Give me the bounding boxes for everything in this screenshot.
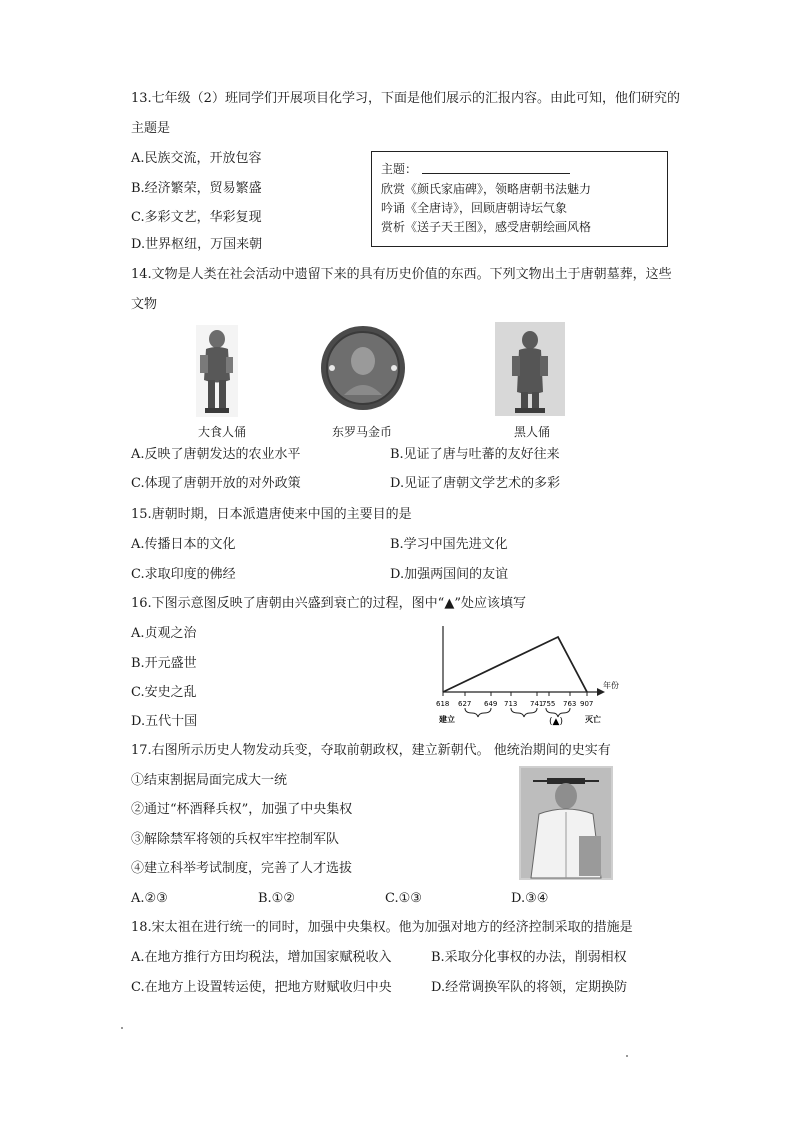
q17-item-2: ②通过“杯酒释兵权”，加强了中央集权 <box>131 802 353 817</box>
report-line-3: 赏析《送子天王图》，感受唐朝绘画风格 <box>381 220 592 234</box>
q18-option-d[interactable]: D.经常调换军队的将领，定期换防 <box>431 980 628 995</box>
tang-rise-fall-chart <box>425 620 630 732</box>
scan-speck <box>121 1027 123 1029</box>
q14-option-a[interactable]: A.反映了唐朝发达的农业水平 <box>131 447 301 462</box>
end-label: 灭亡 <box>585 715 601 724</box>
q17-option-a[interactable]: A.②③ <box>131 891 168 906</box>
q15-option-d[interactable]: D.加强两国间的友谊 <box>390 567 509 582</box>
x-tick-label: 907 <box>580 700 594 708</box>
q17-option-d[interactable]: D.③④ <box>511 891 549 906</box>
x-tick-label: 618 <box>436 700 450 708</box>
q17-item-3: ③解除禁军将领的兵权牢牢控制军队 <box>131 832 340 847</box>
q14-stem-line2: 文物 <box>131 297 158 312</box>
q13-option-d[interactable]: D.世界枢纽，万国来朝 <box>131 237 263 252</box>
q16-option-d[interactable]: D.五代十国 <box>131 714 198 729</box>
q17-stem: 17.右图所示历史人物发动兵变，夺取前朝政权，建立新朝代。 他统治期间的史实有 <box>131 743 611 758</box>
topic-label: 主题： <box>381 162 418 176</box>
x-tick-label: 763 <box>563 700 577 708</box>
report-line-1: 欣赏《颜氏家庙碑》，领略唐朝书法魅力 <box>381 182 592 196</box>
q16-stem: 16.下图示意图反映了唐朝由兴盛到衰亡的过程，图中“▲”处应该填写 <box>131 596 526 611</box>
dashi-figurine-image <box>196 325 238 417</box>
start-label: 建立 <box>439 715 455 724</box>
emperor-portrait-image <box>519 766 613 880</box>
q16-option-b[interactable]: B.开元盛世 <box>131 656 197 671</box>
q15-option-a[interactable]: A.传播日本的文化 <box>131 537 236 552</box>
byzantine-coin-caption: 东罗马金币 <box>332 425 393 439</box>
marker-label: (▲) <box>549 717 563 727</box>
x-tick-label: 713 <box>504 700 518 708</box>
q18-option-c[interactable]: C.在地方上设置转运使，把地方财赋收归中央 <box>131 980 392 995</box>
q13-option-b[interactable]: B.经济繁荣，贸易繁盛 <box>131 181 262 196</box>
q18-stem: 18.宋太祖在进行统一的同时，加强中央集权。他为加强对地方的经济控制采取的措施是 <box>131 920 633 935</box>
brace-627-649 <box>465 708 491 717</box>
q13-stem-line2: 主题是 <box>131 121 171 136</box>
q16-option-c[interactable]: C.安史之乱 <box>131 685 197 700</box>
q18-option-b[interactable]: B.采取分化事权的办法，削弱相权 <box>431 950 627 965</box>
trend-line <box>443 637 587 692</box>
report-line-2: 吟诵《全唐诗》，回顾唐朝诗坛气象 <box>381 201 568 215</box>
q13-option-c[interactable]: C.多彩文艺，华彩复现 <box>131 210 262 225</box>
q13-option-a[interactable]: A.民族交流，开放包容 <box>131 151 262 166</box>
dashi-figurine-caption: 大食人俑 <box>198 425 247 439</box>
q13-stem-line1: 13.七年级（2）班同学们开展项目化学习，下面是他们展示的汇报内容。由此可知，他们研究的 <box>131 91 680 106</box>
q17-item-1: ①结束割据局面完成大一统 <box>131 773 288 788</box>
byzantine-coin-image <box>320 325 406 411</box>
q17-option-c[interactable]: C.①③ <box>385 891 422 906</box>
black-figurine-image <box>495 322 565 416</box>
q14-option-c[interactable]: C.体现了唐朝开放的对外政策 <box>131 476 301 491</box>
brace-713-741 <box>511 708 537 717</box>
q18-option-a[interactable]: A.在地方推行方田均税法，增加国家赋税收入 <box>131 950 392 965</box>
q17-option-b[interactable]: B.①② <box>258 891 295 906</box>
q13-report-box <box>371 151 668 247</box>
q15-option-c[interactable]: C.求取印度的佛经 <box>131 567 236 582</box>
x-tick-label: 627 <box>458 700 472 708</box>
q15-stem: 15.唐朝时期，日本派遣唐使来中国的主要目的是 <box>131 507 412 522</box>
q17-item-4: ④建立科举考试制度，完善了人才选拔 <box>131 861 353 876</box>
q15-option-b[interactable]: B.学习中国先进文化 <box>390 537 508 552</box>
q14-option-d[interactable]: D.见证了唐朝文学艺术的多彩 <box>390 476 561 491</box>
q14-stem-line1: 14.文物是人类在社会活动中遗留下来的具有历史价值的东西。下列文物出土于唐朝墓葬，这些 <box>131 267 672 282</box>
black-figurine-caption: 黑人俑 <box>514 425 551 439</box>
x-tick-label: 649 <box>484 700 498 708</box>
q16-option-a[interactable]: A.贞观之治 <box>131 626 197 641</box>
x-tick-label: 741 <box>530 700 544 708</box>
topic-blank <box>422 173 570 174</box>
scan-speck <box>626 1055 628 1057</box>
x-tick-label: 755 <box>542 700 556 708</box>
x-axis-label: 年份 <box>603 681 619 690</box>
brace-755-763 <box>546 708 570 717</box>
q14-option-b[interactable]: B.见证了唐与吐蕃的友好往来 <box>390 447 560 462</box>
